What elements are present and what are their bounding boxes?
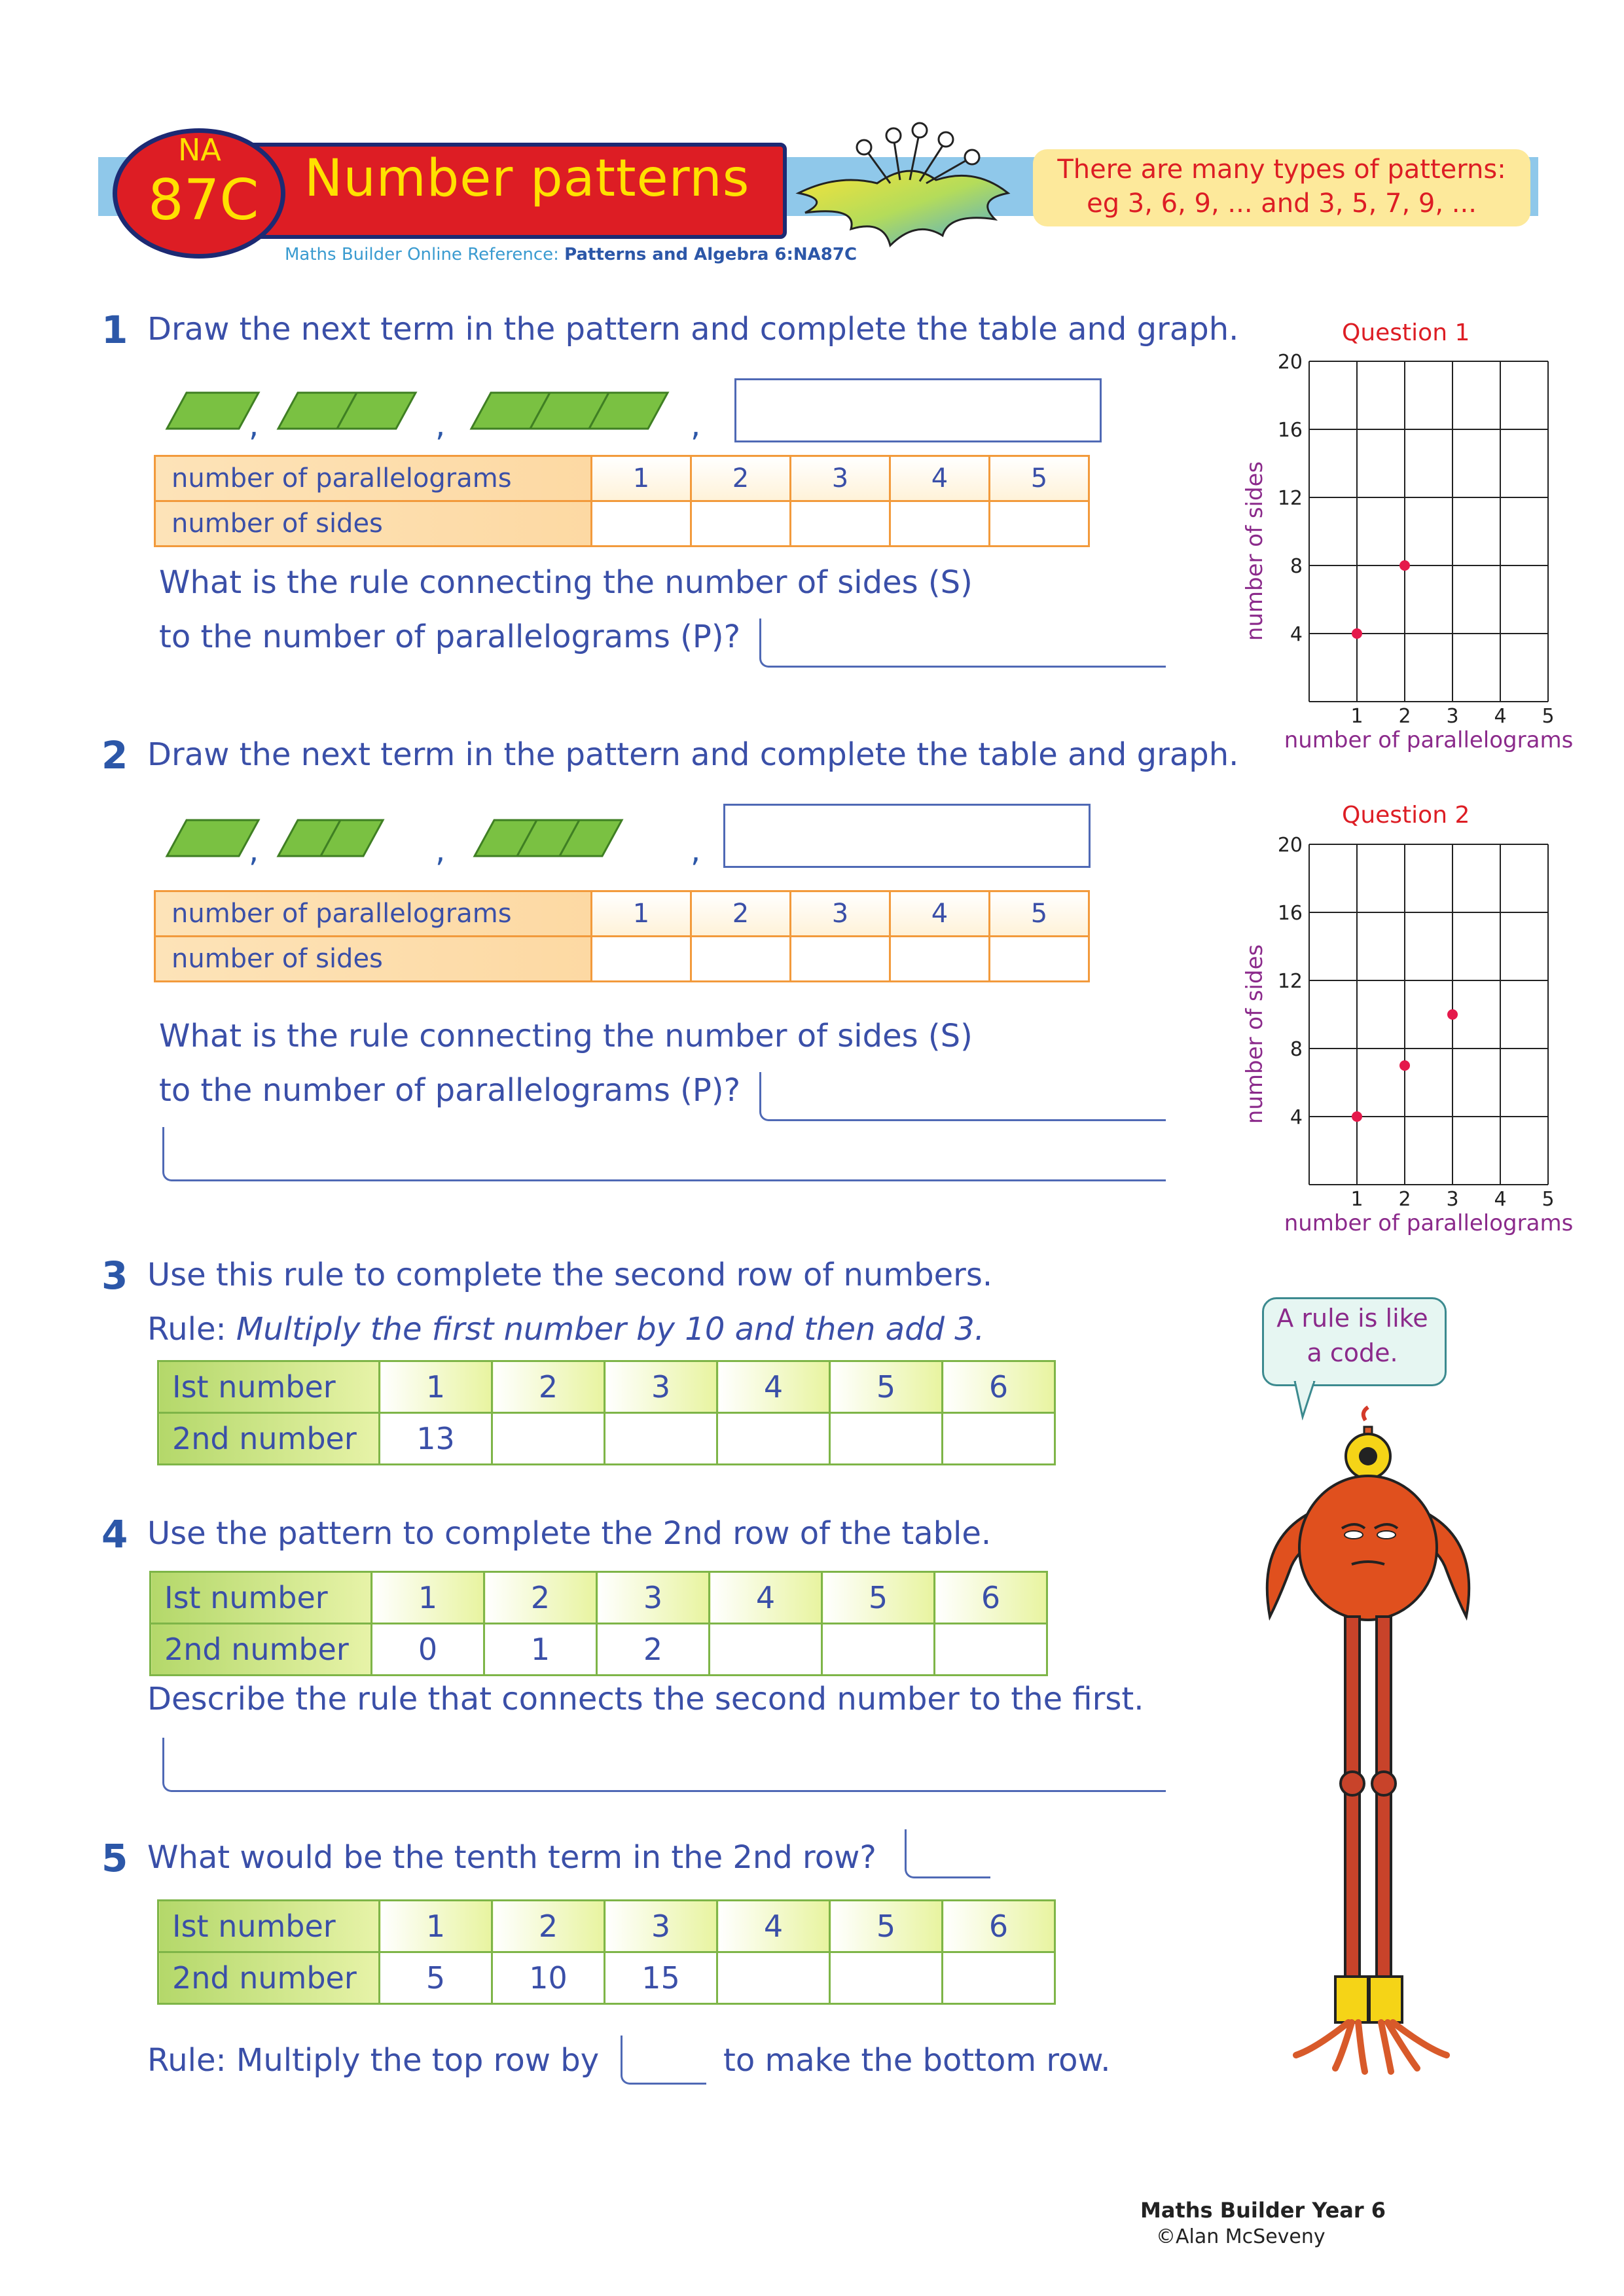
q5-row1-label: Ist number [158,1901,380,1952]
q1-chart-y-tick-label: 4 [1290,623,1303,646]
q1-chart-y-tick-label: 20 [1277,351,1303,374]
q2-table-row-parallelograms [155,891,1089,937]
q1-table-row-sides [155,501,1089,547]
q5-table [157,1899,1056,2005]
q1-chart-y-tick-label: 8 [1290,555,1303,578]
q4-cell: 3 [597,1572,710,1624]
footer-book-title: Maths Builder Year 6 [1140,2198,1386,2223]
q2-chart-y-tick-label: 8 [1290,1038,1303,1061]
q3-number: 3 [101,1253,128,1298]
q4-cell: 0 [372,1624,484,1676]
q2-chart-y-tick-label: 4 [1290,1106,1303,1129]
q1-chart-y-axis-label: number of sides [1242,461,1268,641]
q2-pattern [147,817,710,863]
bubble-line-1: A rule is like [1276,1304,1428,1333]
q2-cell: 1 [592,891,691,937]
q1-answer-cell[interactable] [990,501,1089,547]
q5-cell: 5 [830,1901,943,1952]
q1-cell: 2 [691,456,791,501]
q2-chart-title: Question 2 [1342,802,1470,829]
q4-cell: 1 [372,1572,484,1624]
q3-row-1st [158,1361,1055,1413]
q1-chart-x-tick-label: 1 [1350,705,1363,728]
q2-rule-answer[interactable] [759,1072,1166,1121]
q3-cell: 2 [492,1361,605,1413]
q3-answer-cell[interactable] [943,1413,1055,1465]
q3-cell: 13 [380,1413,492,1465]
q1-rule-question-line1: What is the rule connecting the number of sides (S) [159,564,973,601]
q3-answer-cell[interactable] [492,1413,605,1465]
q2-chart-y-axis-label: number of sides [1242,944,1268,1124]
q2-cell: 5 [990,891,1089,937]
q2-comma-1: , [249,833,259,869]
q1-next-term-box[interactable] [734,378,1102,442]
q1-rule-question-line2: to the number of parallelograms (P)? [159,619,741,655]
q2-answer-cell[interactable] [890,937,990,982]
q2-cell: 3 [791,891,890,937]
q3-answer-cell[interactable] [717,1413,830,1465]
q1-comma-1: , [249,407,259,444]
q5-cell: 4 [717,1901,830,1952]
q3-cell: 4 [717,1361,830,1413]
q2-answer-cell[interactable] [791,937,890,982]
info-line-1: There are many types of patterns: [1057,154,1506,185]
q1-answer-cell[interactable] [691,501,791,547]
q1-chart-x-tick-label: 5 [1542,705,1555,728]
q3-table [157,1360,1056,1465]
q1-chart-x-axis-label: number of parallelograms [1284,727,1574,753]
q1-chart-title: Question 1 [1342,319,1470,346]
q4-table [149,1571,1048,1676]
q1-comma-3: , [691,407,701,444]
q3-row2-label: 2nd number [158,1413,380,1465]
q1-answer-cell[interactable] [791,501,890,547]
q2-chart-x-tick-label: 5 [1542,1188,1555,1211]
q5-row2-label: 2nd number [158,1952,380,2004]
q2-chart-y-tick-label: 12 [1277,970,1303,993]
q1-table-row-parallelograms [155,456,1089,501]
q2-chart-data-point [1447,1009,1458,1020]
q5-cell: 15 [605,1952,717,2004]
q2-instruction: Draw the next term in the pattern and complete the table and graph. [147,736,1239,773]
q5-cell: 3 [605,1901,717,1952]
q1-pattern [147,389,717,435]
q2-chart-x-axis-label: number of parallelograms [1284,1210,1574,1236]
q4-row-1st [151,1572,1047,1624]
q1-chart-data-point [1352,628,1362,639]
q5-cell: 5 [380,1952,492,2004]
q1-answer-cell[interactable] [890,501,990,547]
q2-cell: 4 [890,891,990,937]
q2-answer-cell[interactable] [691,937,791,982]
q4-row1-label: Ist number [151,1572,372,1624]
q4-describe-prompt: Describe the rule that connects the second number to the first. [147,1681,1144,1717]
q4-describe-answer[interactable] [162,1738,1166,1792]
q1-answer-cell[interactable] [592,501,691,547]
q4-cell: 1 [484,1624,597,1676]
q3-cell: 5 [830,1361,943,1413]
q2-table-row-sides [155,937,1089,982]
q1-cell: 4 [890,456,990,501]
q5-answer-cell[interactable] [943,1952,1055,2004]
q3-rule-text: Multiply the first number by 10 and then add 3. [236,1311,985,1348]
q5-cell: 6 [943,1901,1055,1952]
q5-answer-cell[interactable] [830,1952,943,2004]
q2-row1-label: number of parallelograms [155,891,592,937]
q2-chart-x-tick-label: 4 [1494,1188,1507,1211]
footer-copyright: ©Alan McSeveny [1156,2225,1326,2248]
q4-row-2nd [151,1624,1047,1676]
page-title: Number patterns [304,149,750,208]
q2-chart-data-point [1399,1060,1410,1071]
q2-chart-y-tick-label: 20 [1277,834,1303,857]
q2-answer-cell[interactable] [592,937,691,982]
q5-multiplier-answer[interactable] [621,2036,706,2085]
q5-cell: 2 [492,1901,605,1952]
q3-instruction: Use this rule to complete the second row of numbers. [147,1257,993,1293]
reference-code: Patterns and Algebra 6:NA87C [564,245,857,264]
q2-chart-x-tick-label: 2 [1398,1188,1411,1211]
q2-next-term-box[interactable] [723,804,1091,868]
q3-cell: 3 [605,1361,717,1413]
code-number: 87C [148,168,259,233]
q1-row2-label: number of sides [155,501,592,547]
q2-comma-2: , [435,833,446,869]
q1-chart-y-tick-label: 12 [1277,487,1303,510]
q3-rule [147,1311,984,1348]
code-prefix: NA [178,132,221,168]
q2-comma-3: , [691,833,701,869]
q3-answer-cell[interactable] [605,1413,717,1465]
q3-cell: 1 [380,1361,492,1413]
q5-cell: 1 [380,1901,492,1952]
q5-answer-cell[interactable] [717,1952,830,2004]
q1-row1-label: number of parallelograms [155,456,592,501]
q3-row-2nd [158,1413,1055,1465]
q1-chart [1231,347,1584,753]
q4-cell: 2 [597,1624,710,1676]
q1-chart-data-point [1399,560,1410,571]
q2-table [154,890,1090,982]
online-reference [285,245,857,264]
bubble-line-2: a code. [1307,1338,1398,1367]
q2-rule-question-line2: to the number of parallelograms (P)? [159,1072,741,1109]
q5-tenth-term-answer[interactable] [905,1829,990,1878]
q1-cell: 3 [791,456,890,501]
q2-rule-answer-line2[interactable] [162,1127,1166,1181]
q2-term1-parallelogram [167,820,259,856]
q2-chart [1231,830,1584,1236]
q2-answer-cell[interactable] [990,937,1089,982]
q1-number: 1 [101,308,128,352]
q3-row1-label: Ist number [158,1361,380,1413]
q3-answer-cell[interactable] [830,1413,943,1465]
q5-rule-before: Rule: Multiply the top row by [147,2042,600,2079]
q2-chart-x-tick-label: 1 [1350,1188,1363,1211]
q1-comma-2: , [435,407,446,444]
q4-cell: 5 [822,1572,935,1624]
reference-prefix: Maths Builder Online Reference: [285,245,565,264]
q4-instruction: Use the pattern to complete the 2nd row of the table. [147,1515,992,1552]
q5-row-2nd [158,1952,1055,2004]
q3-cell: 6 [943,1361,1055,1413]
q2-chart-y-tick-label: 16 [1277,902,1303,925]
q4-cell: 2 [484,1572,597,1624]
q1-instruction: Draw the next term in the pattern and complete the table and graph. [147,311,1239,348]
q4-number: 4 [101,1512,128,1556]
q1-chart-y-tick-label: 16 [1277,419,1303,442]
q2-chart-data-point [1352,1111,1362,1122]
q5-rule-after: to make the bottom row. [723,2042,1111,2079]
q1-cell: 5 [990,456,1089,501]
q4-cell: 6 [935,1572,1047,1624]
q2-rule-question-line1: What is the rule connecting the number of sides (S) [159,1018,973,1054]
q4-answer-cell[interactable] [822,1624,935,1676]
q1-cell: 1 [592,456,691,501]
q2-chart-x-tick-label: 3 [1446,1188,1459,1211]
alien-character-illustration [1244,1401,1492,2081]
q2-row2-label: number of sides [155,937,592,982]
q4-answer-cell[interactable] [935,1624,1047,1676]
q1-table [154,455,1090,547]
q4-answer-cell[interactable] [710,1624,822,1676]
q3-rule-label: Rule: [147,1311,236,1348]
q5-instruction: What would be the tenth term in the 2nd row? [147,1839,876,1876]
q2-number: 2 [101,733,128,778]
q1-chart-x-tick-label: 3 [1446,705,1459,728]
q1-rule-answer[interactable] [759,619,1166,668]
q1-chart-x-tick-label: 4 [1494,705,1507,728]
q1-term1-parallelogram [167,393,259,429]
q5-cell: 10 [492,1952,605,2004]
q5-number: 5 [101,1836,128,1880]
q2-cell: 2 [691,891,791,937]
q4-cell: 4 [710,1572,822,1624]
q1-chart-x-tick-label: 2 [1398,705,1411,728]
info-line-2: eg 3, 6, 9, ... and 3, 5, 7, 9, ... [1087,188,1477,219]
q4-row2-label: 2nd number [151,1624,372,1676]
q5-row-1st [158,1901,1055,1952]
